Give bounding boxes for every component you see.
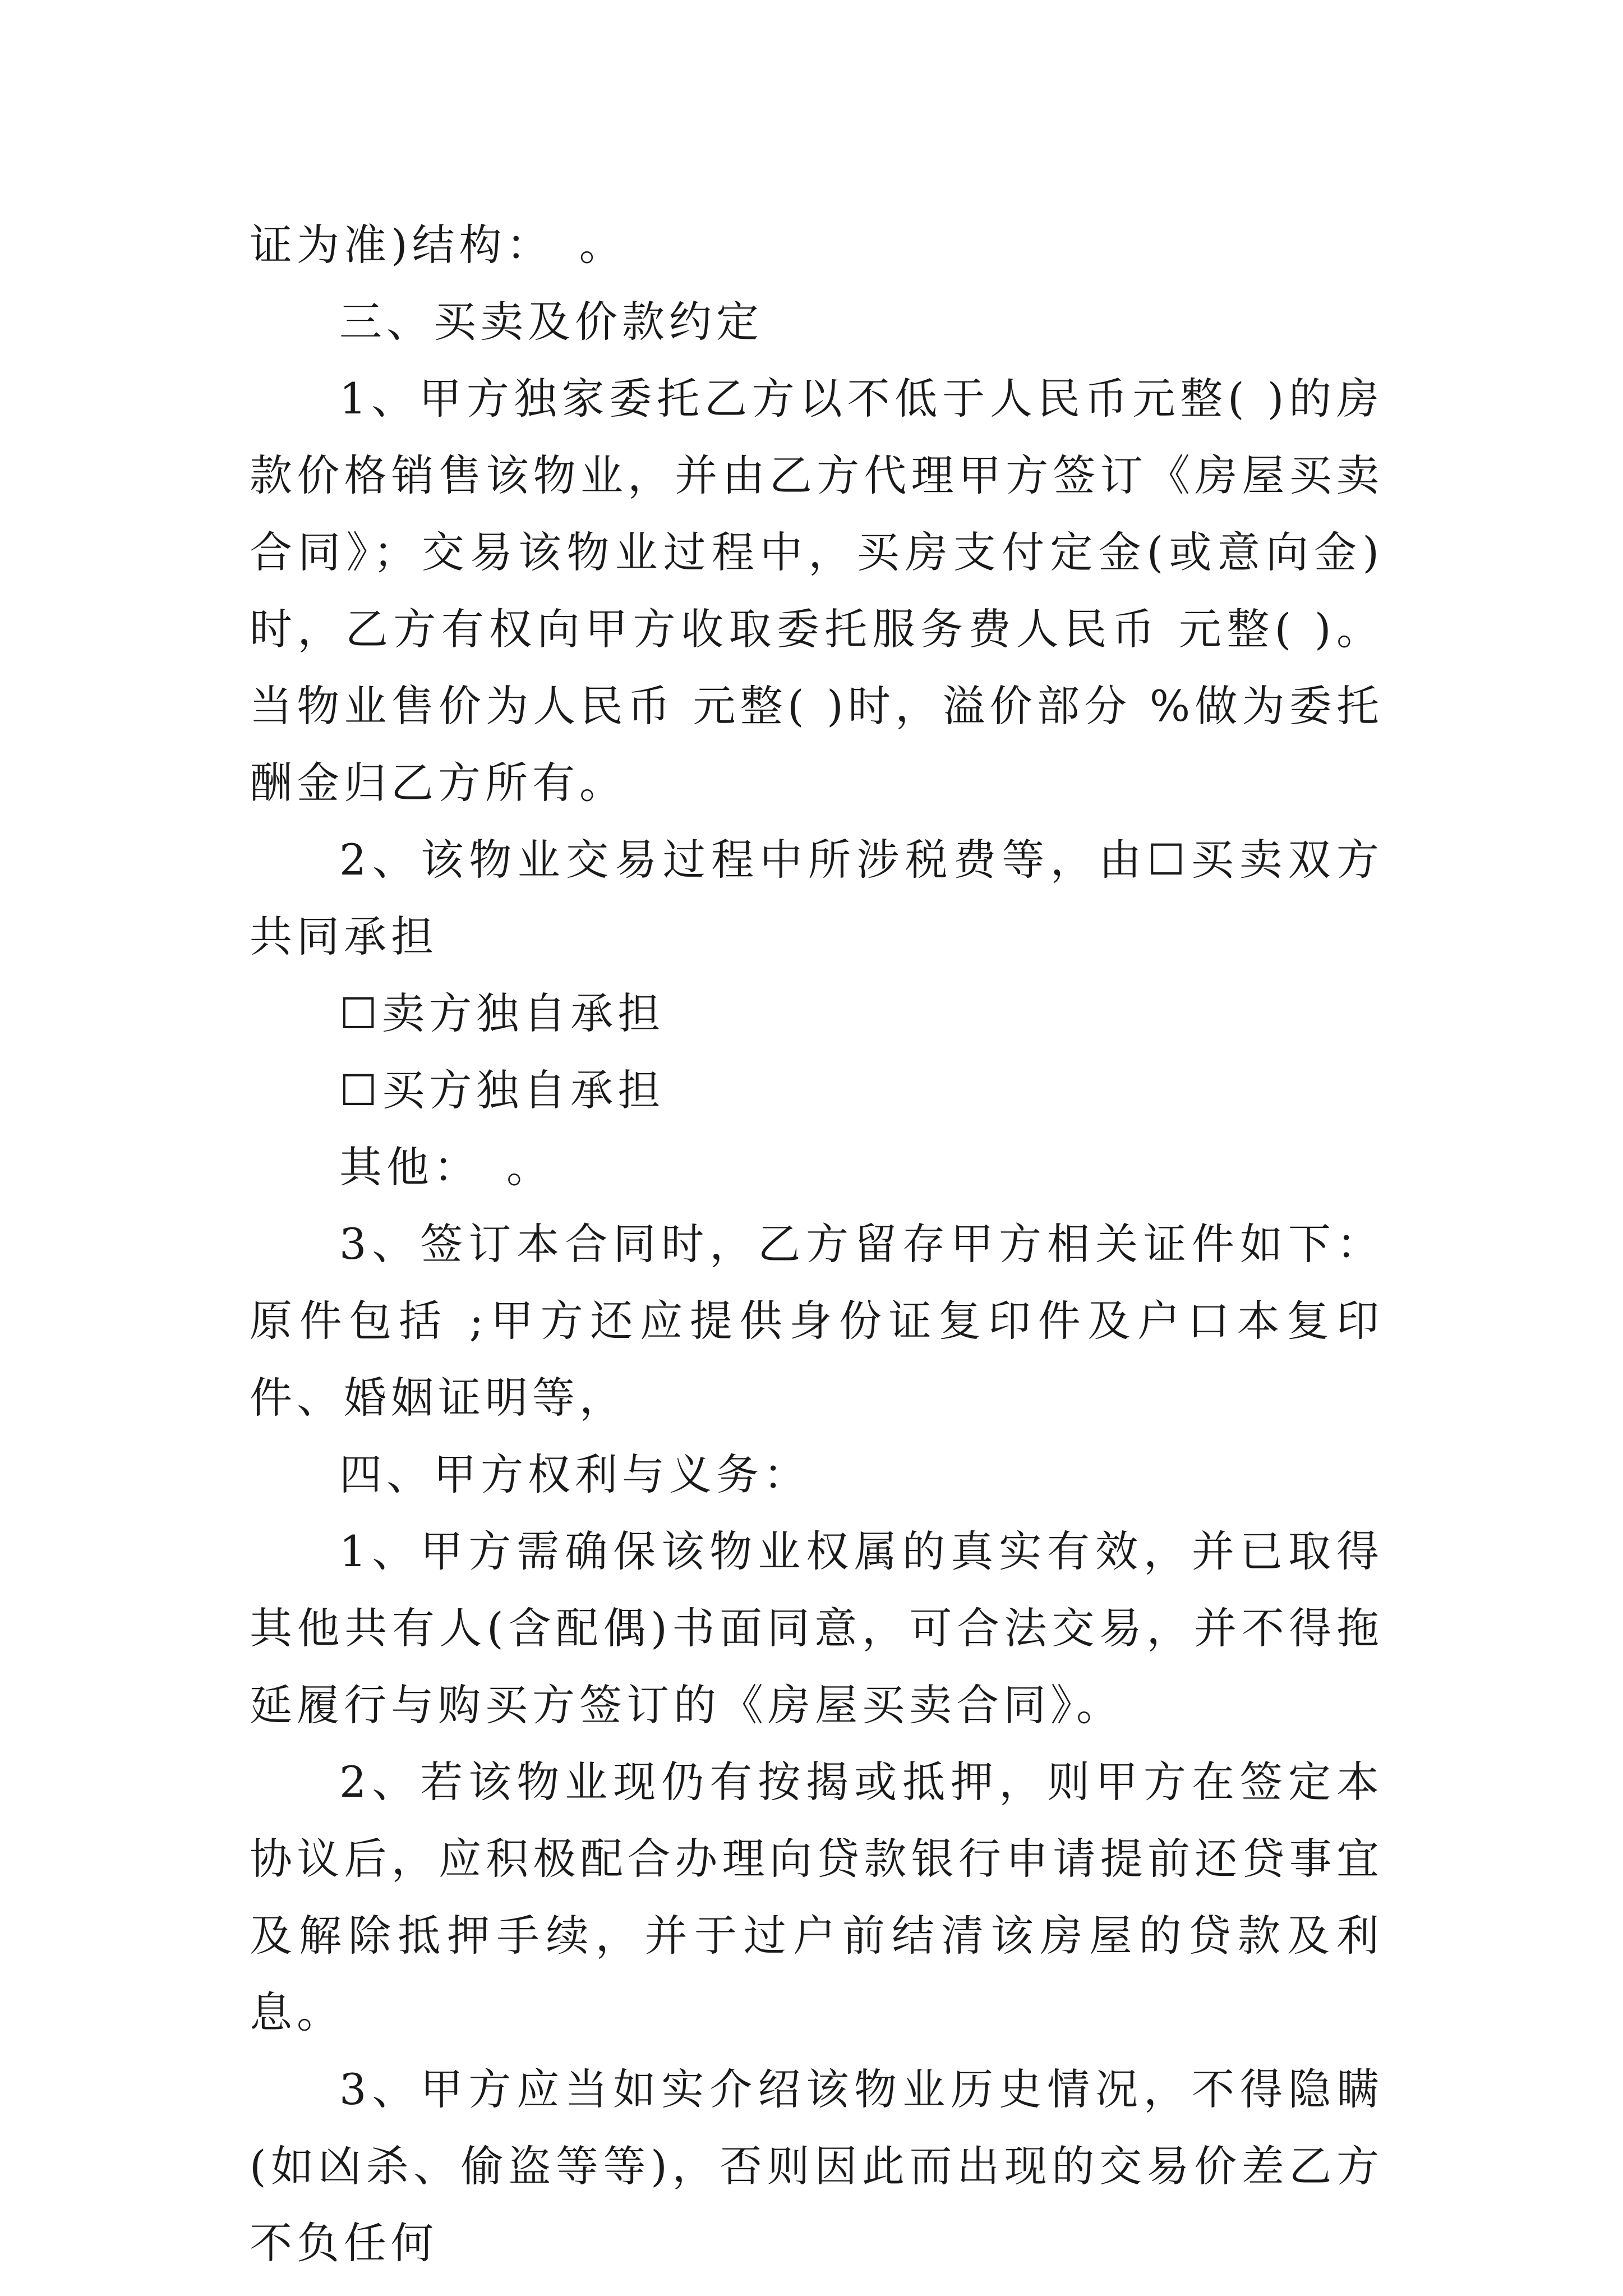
paragraph-structure-note: 证为准)结构： 。 <box>250 220 626 270</box>
section-heading-3: 三、买卖及价款约定 <box>339 297 763 347</box>
option-buyer-bears: ☐买方独自承担 <box>339 1065 665 1115</box>
clause-3-3: 3、签订本合同时，乙方留存甲方相关证件如下：原件包括 ;甲方还应提供身份证复印件及户口本复印件、婚姻证明等， <box>250 1219 1384 1423</box>
document-body <box>250 206 1384 2281</box>
clause-3-1: 1、甲方独家委托乙方以不低于人民币元整( )的房款价格销售该物业，并由乙方代理甲方签订《房屋买卖合同》；交易该物业过程中，买房支付定金(或意向金)时，乙方有权向甲方收取委托服务费人民币 元整( )。当物业售价为人民币 元整( )时，溢价部分 %做为委托酬金归乙方所有。 <box>250 374 1384 808</box>
section-heading-4: 四、甲方权利与义务： <box>339 1450 810 1499</box>
clause-4-2: 2、若该物业现仍有按揭或抵押，则甲方在签定本协议后，应积极配合办理向贷款银行申请提前还贷事宜及解除抵押手续，并于过户前结清该房屋的贷款及利息。 <box>250 1757 1384 2037</box>
option-other: 其他： 。 <box>339 1142 554 1192</box>
clause-4-3: 3、甲方应当如实介绍该物业历史情况，不得隐瞒(如凶杀、偷盗等等)，否则因此而出现的交易价差乙方不负任何 <box>250 2064 1384 2268</box>
option-seller-bears: ☐卖方独自承担 <box>339 988 665 1038</box>
clause-4-1: 1、甲方需确保该物业权属的真实有效，并已取得其他共有人(含配偶)书面同意，可合法交易，并不得拖延履行与购买方签订的《房屋买卖合同》。 <box>250 1526 1384 1730</box>
clause-3-2: 2、该物业交易过程中所涉税费等，由☐买卖双方共同承担 <box>250 835 1384 961</box>
